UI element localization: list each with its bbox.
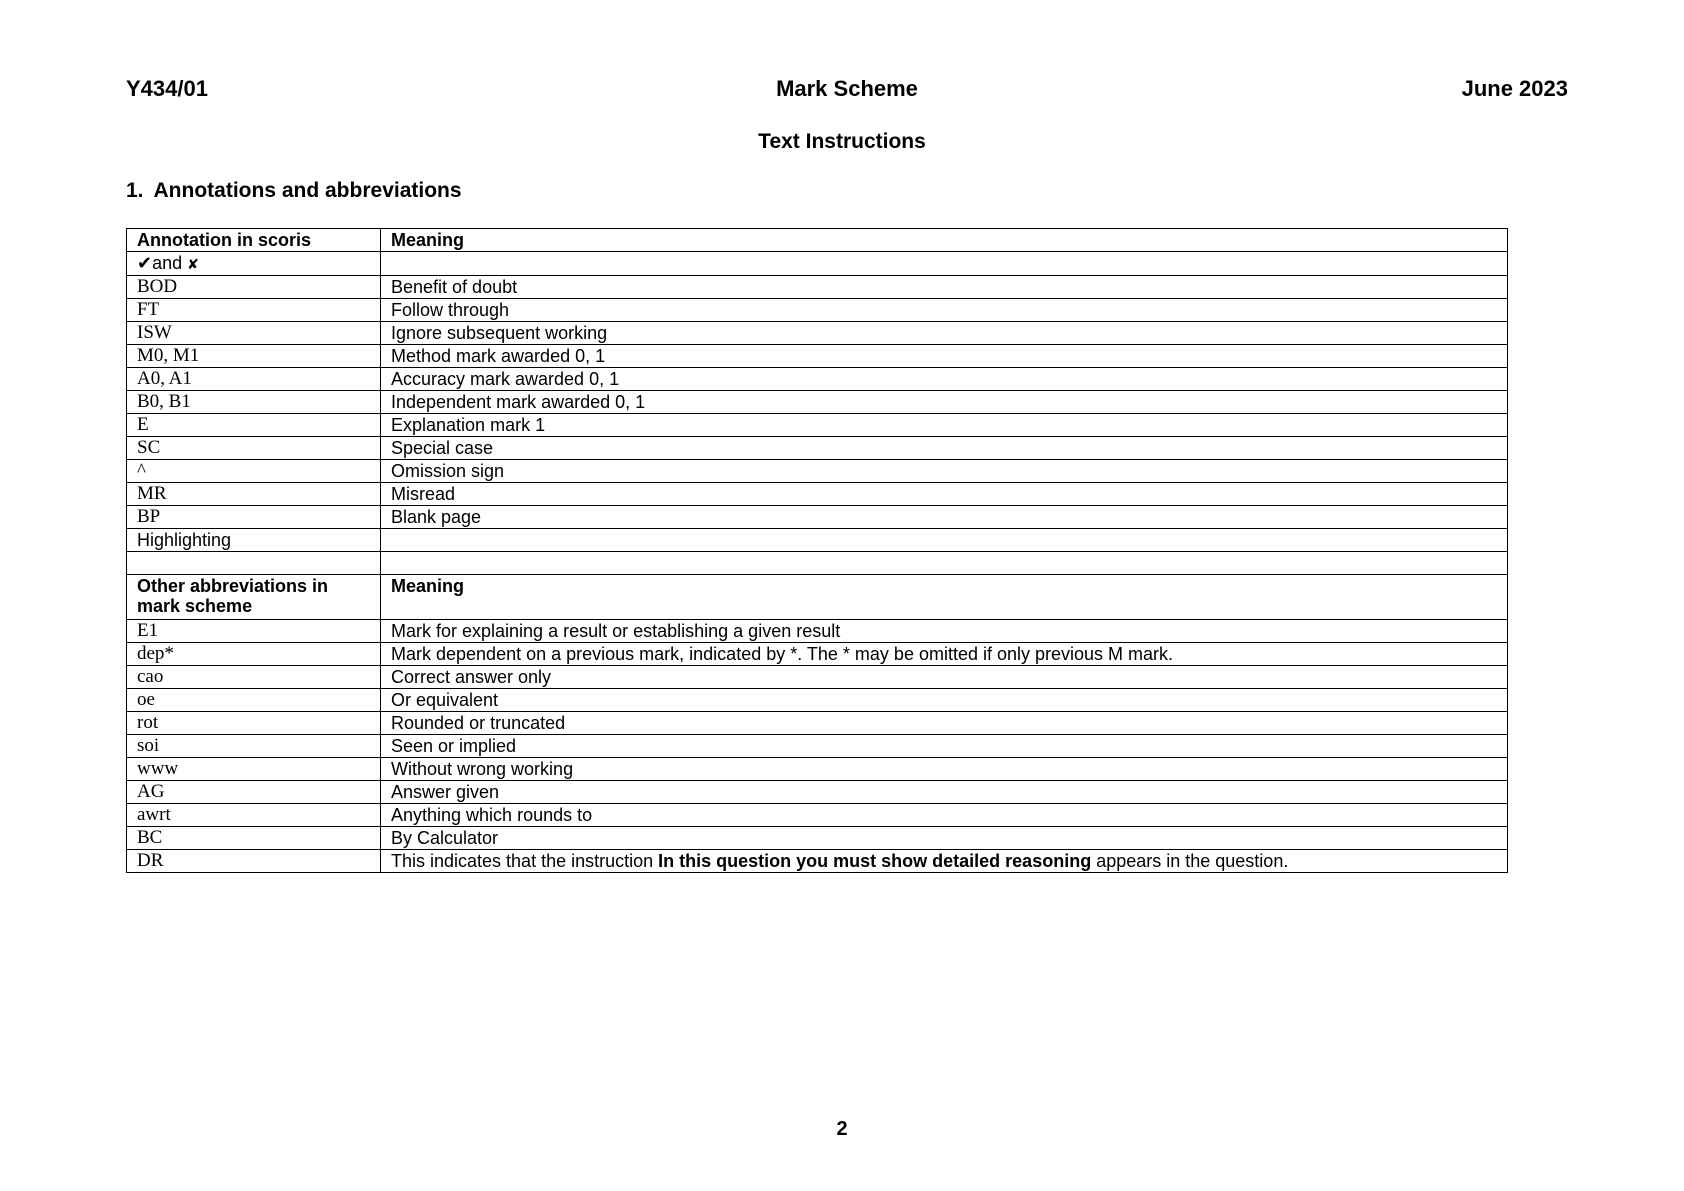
- annotations-table: [126, 228, 1508, 873]
- table-header-row: [127, 229, 1508, 252]
- abbreviation-cell: MR: [127, 483, 381, 506]
- abbreviation-cell: cao: [127, 666, 381, 689]
- table-row: [127, 804, 1508, 827]
- dr-text-suffix: appears in the question.: [1091, 851, 1289, 871]
- table-row: [127, 322, 1508, 345]
- meaning-cell: Correct answer only: [381, 666, 1508, 689]
- abbreviation-cell: B0, B1: [127, 391, 381, 414]
- cross-icon: ✘: [187, 256, 199, 272]
- abbreviation-cell: [127, 552, 381, 575]
- table-row: [127, 758, 1508, 781]
- abbreviation-cell: M0, M1: [127, 345, 381, 368]
- abbreviation-cell: SC: [127, 437, 381, 460]
- tick-cross-label: and: [152, 253, 183, 273]
- meaning-cell: Rounded or truncated: [381, 712, 1508, 735]
- table-row: [127, 299, 1508, 322]
- meaning-cell: [381, 850, 1508, 873]
- meaning-cell: [381, 252, 1508, 276]
- highlighting-row: [127, 529, 1508, 552]
- table-row: [127, 368, 1508, 391]
- meaning-cell: Explanation mark 1: [381, 414, 1508, 437]
- document-title: Mark Scheme: [776, 76, 918, 101]
- meaning-cell: Follow through: [381, 299, 1508, 322]
- tick-cross-cell: [127, 252, 381, 276]
- abbreviation-cell: BP: [127, 506, 381, 529]
- tick-icon: ✔: [137, 253, 153, 273]
- meaning-cell: Mark dependent on a previous mark, indicated by *. The * may be omitted if only previous M mark.: [381, 643, 1508, 666]
- meaning-cell: Answer given: [381, 781, 1508, 804]
- header-meaning: Meaning: [381, 575, 1508, 620]
- section-heading: [126, 179, 462, 203]
- meaning-cell: Independent mark awarded 0, 1: [381, 391, 1508, 414]
- table-row: [127, 643, 1508, 666]
- abbreviation-cell: awrt: [127, 804, 381, 827]
- meaning-cell: Omission sign: [381, 460, 1508, 483]
- table-row: [127, 827, 1508, 850]
- table-row: [127, 735, 1508, 758]
- meaning-cell: [381, 529, 1508, 552]
- table-row: [127, 666, 1508, 689]
- section-number: 1.: [126, 179, 144, 202]
- abbreviation-cell: DR: [127, 850, 381, 873]
- header-annotation: Annotation in scoris: [127, 229, 381, 252]
- section-title: Annotations and abbreviations: [153, 179, 462, 202]
- exam-date: June 2023: [1461, 76, 1568, 101]
- header-abbreviation: Other abbreviations in mark scheme: [127, 575, 381, 620]
- table-row: [127, 345, 1508, 368]
- table-row: [127, 781, 1508, 804]
- abbreviation-cell: FT: [127, 299, 381, 322]
- meaning-cell: Anything which rounds to: [381, 804, 1508, 827]
- page-subtitle: Text Instructions: [758, 130, 926, 153]
- meaning-cell: [381, 552, 1508, 575]
- meaning-cell: Blank page: [381, 506, 1508, 529]
- table-row: [127, 460, 1508, 483]
- abbreviation-cell: ^: [127, 460, 381, 483]
- table-row: [127, 391, 1508, 414]
- table-row: [127, 414, 1508, 437]
- meaning-cell: Mark for explaining a result or establishing a given result: [381, 620, 1508, 643]
- table-header-row: [127, 575, 1508, 620]
- abbreviation-cell: Highlighting: [127, 529, 381, 552]
- meaning-cell: Ignore subsequent working: [381, 322, 1508, 345]
- page-header: [126, 76, 1568, 106]
- abbreviation-cell: E1: [127, 620, 381, 643]
- table-row: [127, 506, 1508, 529]
- meaning-cell: Misread: [381, 483, 1508, 506]
- table-row: [127, 437, 1508, 460]
- abbreviation-cell: BOD: [127, 276, 381, 299]
- abbreviation-cell: A0, A1: [127, 368, 381, 391]
- table-row: [127, 483, 1508, 506]
- abbreviation-cell: E: [127, 414, 381, 437]
- abbreviation-cell: www: [127, 758, 381, 781]
- abbreviation-cell: dep*: [127, 643, 381, 666]
- meaning-cell: By Calculator: [381, 827, 1508, 850]
- table-row: [127, 276, 1508, 299]
- abbreviation-cell: oe: [127, 689, 381, 712]
- meaning-cell: Method mark awarded 0, 1: [381, 345, 1508, 368]
- dr-row: [127, 850, 1508, 873]
- meaning-cell: Accuracy mark awarded 0, 1: [381, 368, 1508, 391]
- abbreviation-cell: BC: [127, 827, 381, 850]
- dr-text-bold: In this question you must show detailed reasoning: [658, 851, 1092, 871]
- table-row: [127, 689, 1508, 712]
- paper-code: Y434/01: [126, 76, 208, 101]
- table-row: [127, 252, 1508, 276]
- page-number: 2: [836, 1118, 848, 1140]
- meaning-cell: Without wrong working: [381, 758, 1508, 781]
- abbreviation-cell: soi: [127, 735, 381, 758]
- dr-text-prefix: This indicates that the instruction: [391, 851, 659, 871]
- meaning-cell: Benefit of doubt: [381, 276, 1508, 299]
- table-row: [127, 712, 1508, 735]
- abbreviation-cell: rot: [127, 712, 381, 735]
- table-row: [127, 620, 1508, 643]
- abbreviation-cell: AG: [127, 781, 381, 804]
- spacer-row: [127, 552, 1508, 575]
- meaning-cell: Special case: [381, 437, 1508, 460]
- abbreviation-cell: ISW: [127, 322, 381, 345]
- meaning-cell: Seen or implied: [381, 735, 1508, 758]
- meaning-cell: Or equivalent: [381, 689, 1508, 712]
- header-meaning: Meaning: [381, 229, 1508, 252]
